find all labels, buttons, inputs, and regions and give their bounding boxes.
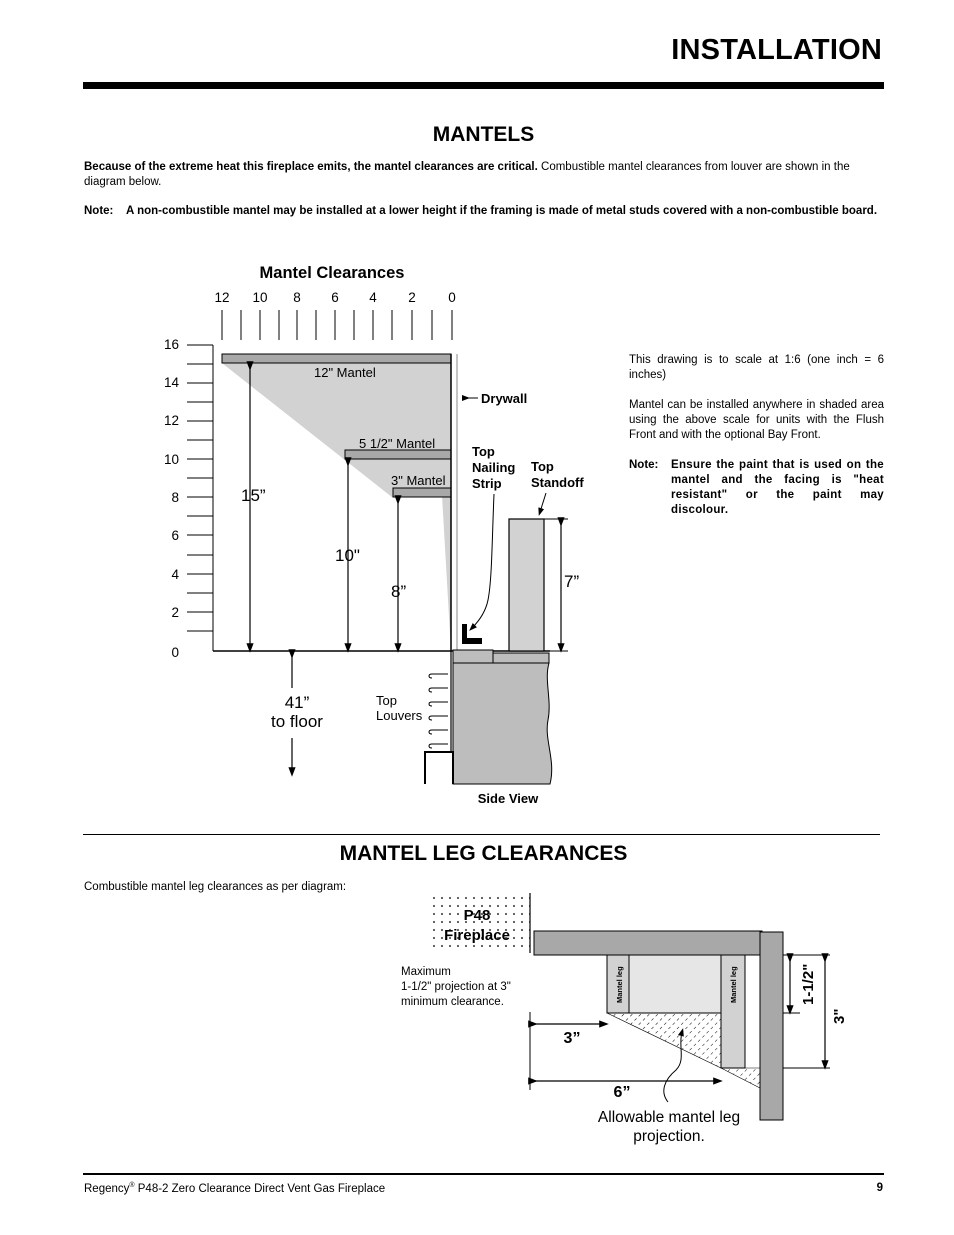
- left-scale-6: 6: [171, 528, 179, 543]
- left-scale-14: 14: [163, 375, 179, 390]
- label-allowable-1: Allowable mantel leg: [597, 1109, 741, 1126]
- label-top-standoff-2: Standoff: [531, 475, 584, 490]
- left-scale-10: 10: [163, 452, 179, 467]
- install-note: Mantel can be installed anywhere in shaded area using the above scale for units with the Flush Front and with the optional Bay Front.: [629, 399, 884, 441]
- allowable-projection-hatch-2: [721, 1068, 760, 1088]
- standoff-leader: [540, 493, 546, 512]
- top-scale-2: 2: [408, 290, 416, 305]
- label-allowable-2: projection.: [633, 1128, 705, 1145]
- mantel-leg-label-left: Mantel leg: [615, 966, 624, 1003]
- louver-slats: [429, 674, 448, 748]
- label-p48: P48: [463, 907, 491, 924]
- label-max-3: minimum clearance.: [401, 996, 504, 1008]
- left-scale-0: 0: [171, 645, 179, 660]
- top-scale-4: 4: [369, 290, 377, 305]
- footer-reg: ®: [129, 1182, 135, 1189]
- footer-brand: Regency: [84, 1182, 130, 1195]
- scale-note: This drawing is to scale at 1:6 (one inch = 6 inches): [629, 354, 884, 381]
- allowable-projection-hatch: [607, 1013, 721, 1068]
- fireplace-top-slab: [534, 931, 762, 955]
- intro-bold: Because of the extreme heat this fireplace emits, the mantel clearances are critical.: [84, 161, 538, 173]
- page-number: 9: [876, 1182, 883, 1194]
- nailing-strip-leader: [472, 494, 494, 628]
- label-12-mantel: 12" Mantel: [314, 365, 376, 380]
- nailing-strip: [462, 624, 482, 644]
- mantel-12: [222, 354, 451, 363]
- mantels-heading: MANTELS: [432, 123, 535, 146]
- label-41: 41”: [284, 693, 310, 712]
- top-standoff: [509, 519, 544, 651]
- label-top-nailing-2: Nailing: [472, 460, 516, 475]
- left-scale-8: 8: [171, 490, 179, 505]
- footer-product-name: P48-2 Zero Clearance Direct Vent Gas Fireplace: [134, 1182, 386, 1195]
- left-scale-ticks: [187, 345, 213, 651]
- footer-product: [84, 1182, 385, 1195]
- fireplace-body: [453, 663, 552, 784]
- mantel-5-5: [345, 450, 451, 459]
- dim-3-label: 3”: [563, 1030, 581, 1047]
- mantel-leg-heading: MANTEL LEG CLEARANCES: [339, 842, 628, 865]
- section-divider: [83, 834, 880, 835]
- top-scale-10: 10: [252, 290, 268, 305]
- label-max-1: Maximum: [401, 966, 451, 978]
- dim-15-label: 15”: [241, 486, 266, 505]
- intro-rest: Combustible mantel clearances from louver are shown in the diagram below.: [84, 161, 850, 188]
- dim-1-5-label: 1-1/2": [800, 963, 817, 1005]
- top-scale-6: 6: [331, 290, 339, 305]
- side-notes: [629, 353, 884, 518]
- dim-3b-label: 3": [831, 1008, 848, 1024]
- label-max-2: 1-1/2" projection at 3": [401, 981, 511, 993]
- label-3-mantel: 3" Mantel: [391, 473, 446, 488]
- fireplace-top-plate: [453, 650, 493, 663]
- dim-6-label: 6”: [613, 1084, 631, 1101]
- label-top-standoff-1: Top: [531, 459, 554, 474]
- wall-column: [760, 932, 783, 1120]
- label-louvers-2: Louvers: [376, 708, 423, 723]
- label-top-nailing-1: Top: [472, 444, 495, 459]
- note-text: A non-combustible mantel may be installed at a lower height if the framing is made of metal studs covered with a non-combustible board.: [126, 205, 878, 217]
- left-scale-4: 4: [171, 567, 179, 582]
- top-scale-0: 0: [448, 290, 456, 305]
- left-scale-12: 12: [163, 413, 179, 428]
- top-scale-8: 8: [293, 290, 301, 305]
- label-louvers-1: Top: [376, 693, 397, 708]
- label-top-nailing-3: Strip: [472, 476, 502, 491]
- dim-10-label: 10": [335, 546, 360, 565]
- mantel-3: [393, 488, 451, 497]
- paint-note-text: Ensure the paint that is used on the mantel and the facing is "heat resistant" or the paint may discolour.: [671, 459, 884, 516]
- page-title: INSTALLATION: [671, 34, 882, 66]
- fireplace-top-plate-2: [493, 653, 549, 663]
- dim-8-label: 8”: [391, 582, 407, 601]
- dim-7-label: 7”: [564, 572, 580, 591]
- label-5-mantel: 5 1/2" Mantel: [359, 436, 436, 451]
- label-fireplace: Fireplace: [444, 927, 510, 944]
- label-side-view: Side View: [477, 791, 539, 806]
- mantel-center: [629, 955, 721, 1013]
- paint-note-label: Note:: [629, 459, 659, 471]
- label-to-floor: to floor: [271, 712, 323, 731]
- fireplace-base: [425, 752, 453, 784]
- mantel-leg-diagram: [0, 880, 954, 1170]
- mantel-leg-label-right: Mantel leg: [729, 966, 738, 1003]
- mantel-leg-intro: Combustible mantel leg clearances as per diagram:: [84, 881, 347, 893]
- footer-rule: [83, 1173, 884, 1175]
- left-scale-16: 16: [163, 337, 179, 352]
- top-scale-12: 12: [214, 290, 230, 305]
- top-scale-ticks: [222, 310, 452, 340]
- left-scale-2: 2: [171, 605, 179, 620]
- note-label: Note:: [84, 205, 114, 217]
- diagram-title: Mantel Clearances: [259, 264, 405, 282]
- label-drywall: Drywall: [481, 391, 528, 406]
- paint-note: [629, 458, 884, 518]
